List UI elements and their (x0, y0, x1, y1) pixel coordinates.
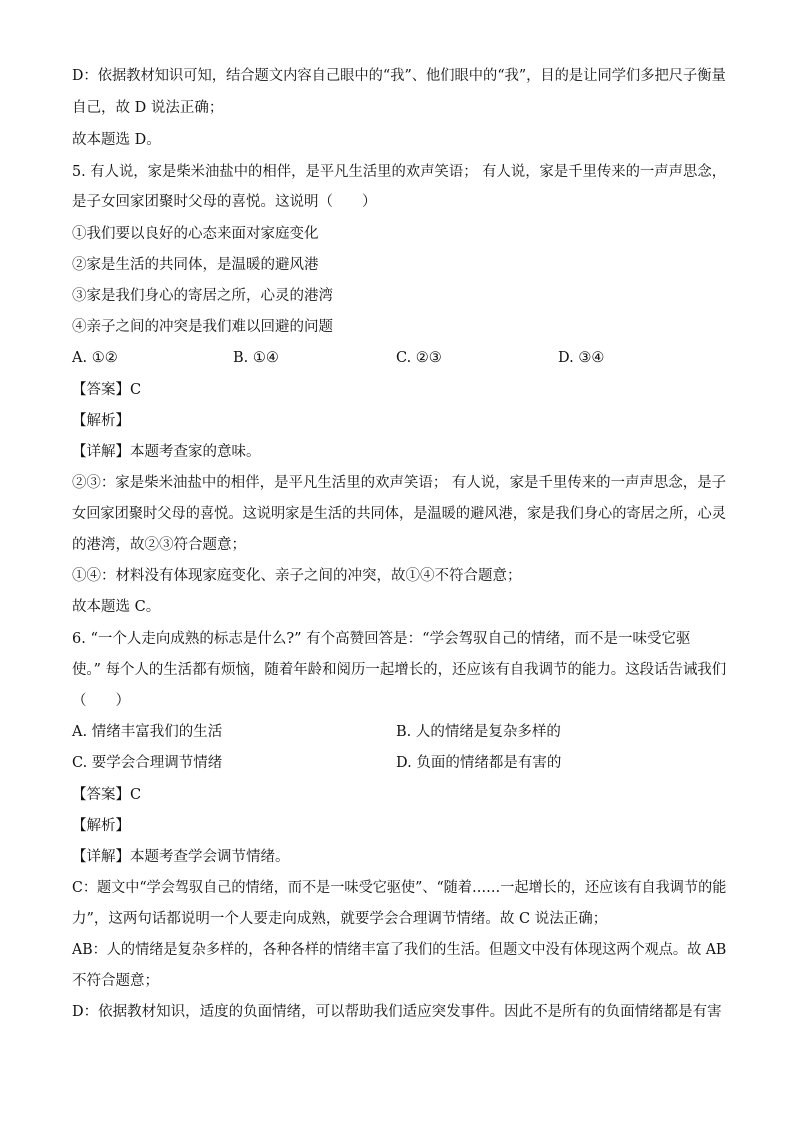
text-line: ①④：材料没有体现家庭变化、亲子之间的冲突，故①④不符合题意； (72, 568, 522, 584)
q6-option-c: C. 要学会合理调节情绪 (72, 755, 223, 771)
analysis-label: 【解析】 (72, 818, 130, 834)
text-line: 女回家团聚时父母的喜悦。这说明家是生活的共同体，是温暖的避风港，家是我们身心的寄居之所，心灵 (72, 506, 726, 522)
detail-line: 【详解】本题考查学会调节情绪。 (72, 849, 290, 865)
question-5-stem: 5. 有人说，家是柴米油盐中的相伴，是平凡生活里的欢声笑语； 有人说，家是千里传来的一声声思念， (72, 164, 727, 180)
text-line: 力”，这两句话都说明一个人要走向成熟，就要学会合理调节情绪。故 C 说法正确； (72, 911, 608, 927)
q5-option-d: D. ③④ (558, 350, 605, 366)
text-line: 故本题选 C。 (72, 599, 161, 615)
question-6-stem: 6. “一个人走向成熟的标志是什么?” 有个高赞回答是：“学会驾驭自己的情绪，而不是一味受它驱 (72, 631, 691, 647)
statement-1: ①我们要以良好的心态来面对家庭变化 (72, 226, 319, 242)
q5-option-c: C. ②③ (396, 350, 442, 366)
q6-option-d: D. 负面的情绪都是有害的 (396, 755, 562, 771)
q6-option-b: B. 人的情绪是复杂多样的 (396, 724, 561, 740)
answer-label: 【答案】C (72, 787, 142, 803)
text-line: 故本题选 D。 (72, 132, 161, 148)
question-6-stem: 使。” 每个人的生活都有烦恼，随着年龄和阅历一起增长的，还应该有自我调节的能力。这段话告诫我们 (72, 662, 727, 678)
detail-line: 【详解】本题考查家的意味。 (72, 444, 261, 460)
text-line: D：依据教材知识可知，结合题文内容自己眼中的“我”、他们眼中的“我”，目的是让同学们多把尺子衡量 (72, 68, 726, 84)
q5-option-a: A. ①② (72, 350, 118, 366)
text-line: 的港湾，故②③符合题意； (72, 537, 246, 553)
statement-3: ③家是我们身心的寄居之所，心灵的港湾 (72, 288, 333, 304)
text-line: 不符合题意； (72, 973, 159, 989)
answer-label: 【答案】C (72, 382, 142, 398)
statement-2: ②家是生活的共同体，是温暖的避风港 (72, 257, 319, 273)
question-6-stem: （ ） (72, 693, 130, 709)
q6-option-a: A. 情绪丰富我们的生活 (72, 724, 223, 740)
text-line: D：依据教材知识，适度的负面情绪，可以帮助我们适应突发事件。因此不是所有的负面情绪都是有害 (72, 1004, 722, 1020)
text-line: AB：人的情绪是复杂多样的，各种各样的情绪丰富了我们的生活。但题文中没有体现这两个观点。故 AB (72, 942, 727, 958)
statement-4: ④亲子之间的冲突是我们难以回避的问题 (72, 319, 333, 335)
text-line: C：题文中“学会驾驭自己的情绪，而不是一味受它驱使”、“随着……一起增长的，还应该有自我调节的能 (72, 880, 727, 896)
text-line: ②③：家是柴米油盐中的相伴，是平凡生活里的欢声笑语； 有人说，家是千里传来的一声声思念，是子 (72, 475, 727, 491)
question-5-stem: 是子女回家团聚时父母的喜悦。这说明（ ） (72, 194, 377, 210)
text-line: 自己，故 D 说法正确； (72, 100, 224, 116)
analysis-label: 【解析】 (72, 413, 130, 429)
q5-option-b: B. ①④ (233, 350, 279, 366)
